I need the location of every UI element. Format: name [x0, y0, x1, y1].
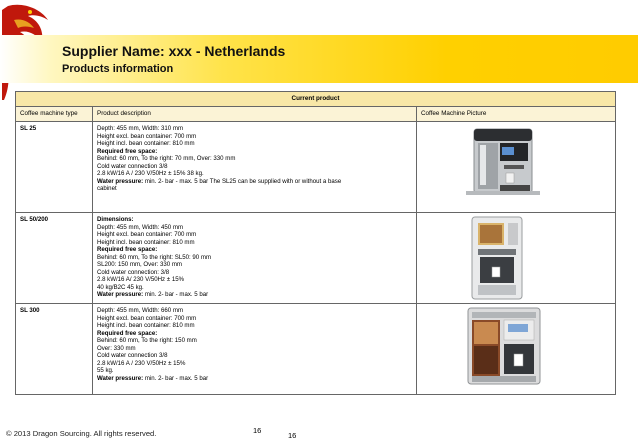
water-pressure-label: Water pressure: — [97, 177, 144, 185]
table-header-row — [16, 107, 616, 122]
desc-line: 40 kg/B2C 45 kg. — [97, 283, 144, 291]
desc-line: Behind: 60 mm, To the right: 150 mm — [97, 337, 197, 345]
product-description — [93, 213, 417, 304]
desc-line: Height excl. bean container: 700 mm — [97, 314, 197, 322]
desc-line: Cold water connection 3/8 — [97, 162, 168, 170]
desc-line: Behind: 60 mm, To the right: 70 mm, Over: 330 mm — [97, 155, 236, 163]
desc-line: Depth: 455 mm, Width: 450 mm — [97, 223, 184, 231]
copyright-text: © 2013 Dragon Sourcing. All rights reserved. — [6, 429, 157, 438]
desc-line: Height incl. bean container: 810 mm — [97, 140, 195, 148]
desc-line: cabinet — [97, 185, 117, 193]
desc-line: Required free space: — [97, 329, 158, 337]
desc-line — [97, 178, 412, 186]
desc-line: Behind: 60 mm, To the right: SL50: 90 mm — [97, 253, 212, 261]
product-description — [93, 304, 417, 395]
model-name: SL 50/200 — [16, 213, 93, 304]
desc-line — [97, 375, 412, 383]
table-row — [16, 304, 616, 395]
desc-line: Cold water connection 3/8 — [97, 352, 168, 360]
desc-line: 2.8 kW/16 A/ 230 V/50Hz ± 15% — [97, 276, 185, 284]
page-number: 16 — [253, 426, 262, 435]
desc-line: 2.8 kW/16 A / 230 V/50Hz ± 15% 38 kg. — [97, 170, 204, 178]
machine-picture-cell — [417, 304, 616, 395]
page-number-secondary: 16 — [288, 431, 297, 440]
desc-line: Height excl. bean container: 700 mm — [97, 231, 197, 239]
current-product-row — [16, 92, 616, 107]
coffee-machine-sl50-200-image — [462, 215, 532, 303]
machine-picture-cell — [417, 122, 616, 213]
water-pressure-label: Water pressure: — [97, 374, 144, 382]
products-table — [15, 91, 616, 395]
desc-line: Cold water connection: 3/8 — [97, 268, 170, 276]
water-pressure-value: min. 2- bar - max. 5 bar — [143, 374, 209, 382]
page-subtitle: Products information — [62, 63, 174, 75]
section-title: Current product — [16, 92, 616, 107]
product-description — [93, 122, 417, 213]
table-row — [16, 213, 616, 304]
coffee-machine-sl300-image — [462, 306, 546, 386]
model-name: SL 300 — [16, 304, 93, 395]
model-name: SL 25 — [16, 122, 93, 213]
desc-line: Height excl. bean container: 700 mm — [97, 132, 197, 140]
column-header-description: Product description — [93, 107, 417, 122]
desc-line: Depth: 455 mm, Width: 310 mm — [97, 125, 184, 132]
desc-line — [97, 291, 412, 299]
desc-line: 2.8 kW/16 A / 230 V/50Hz ± 15% — [97, 359, 186, 367]
desc-line: Depth: 455 mm, Width: 660 mm — [97, 307, 184, 314]
column-header-type: Coffee machine type — [16, 107, 93, 122]
coffee-machine-sl25-image — [462, 125, 542, 197]
table-row — [16, 122, 616, 213]
water-pressure-value: min. 2- bar - max. 5 bar — [143, 291, 209, 299]
desc-line: SL200: 150 mm, Over: 330 mm — [97, 261, 183, 269]
page-title: Supplier Name: xxx - Netherlands — [62, 43, 286, 59]
column-header-picture: Coffee Machine Picture — [417, 107, 616, 122]
machine-picture-cell — [417, 213, 616, 304]
desc-line: Dimensions: — [97, 216, 134, 223]
desc-line: Height incl. bean container: 810 mm — [97, 322, 195, 330]
desc-line: 55 kg. — [97, 367, 114, 375]
water-pressure-label: Water pressure: — [97, 291, 144, 299]
desc-line: Required free space: — [97, 246, 158, 254]
desc-line: Over: 330 mm — [97, 344, 136, 352]
water-pressure-value: min. 2- bar - max. 5 bar The SL25 can be supplied with or without a base — [143, 177, 342, 185]
desc-line: Height incl. bean container: 810 mm — [97, 238, 195, 246]
desc-line: Required free space: — [97, 147, 158, 155]
